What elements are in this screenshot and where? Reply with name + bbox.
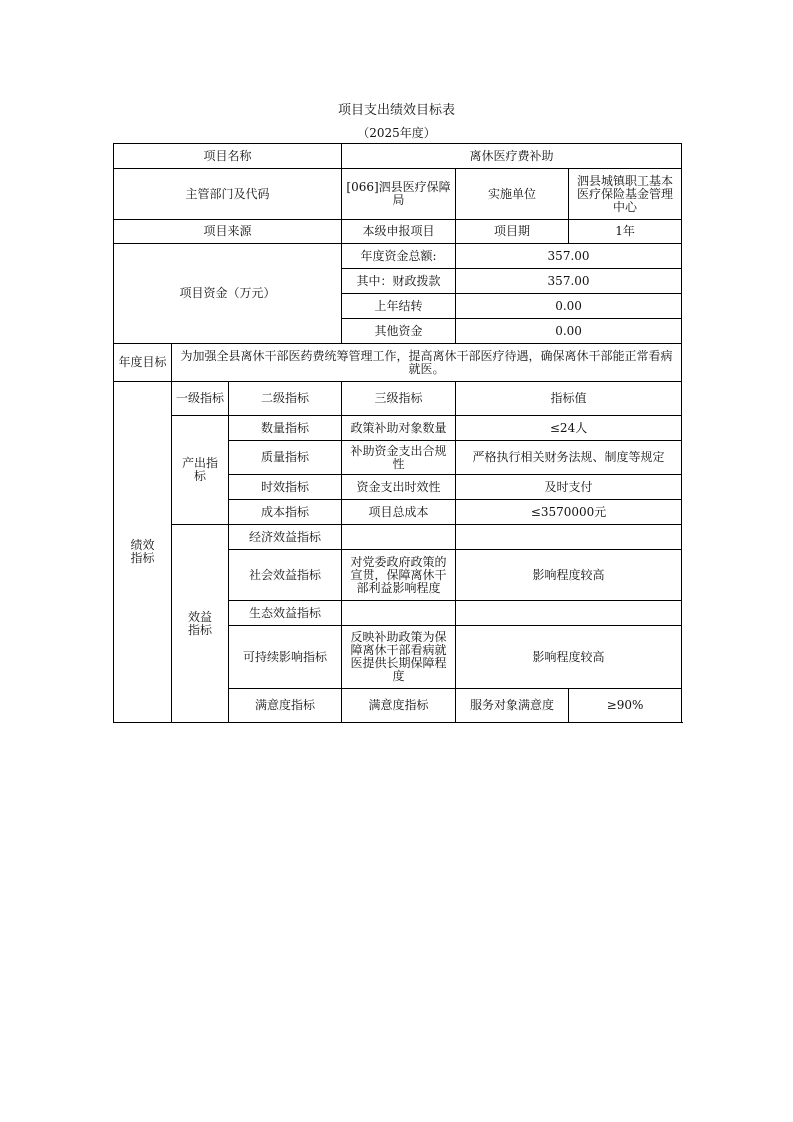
funds-row-label: 其他资金: [342, 319, 456, 344]
implementing-unit-value: 泗县城镇职工基本医疗保险基金管理中心: [569, 169, 682, 220]
level2-indicator: 质量指标: [229, 441, 342, 475]
annual-goal-label: 年度目标: [114, 344, 172, 382]
indicator-value: 及时支付: [456, 475, 682, 500]
header-level1: 一级指标: [172, 382, 229, 416]
level3-indicator: 服务对象满意度: [456, 689, 569, 723]
level2-indicator: 成本指标: [229, 500, 342, 525]
header-value: 指标值: [456, 382, 682, 416]
project-source-label: 项目来源: [114, 220, 342, 244]
level3-indicator: 反映补助政策为保障离休干部看病就医提供长期保障程度: [342, 626, 456, 689]
indicator-value: ≤3570000元: [456, 500, 682, 525]
indicator-value: 影响程度较高: [456, 626, 682, 689]
row-output-quantity: [114, 416, 682, 441]
performance-target-table: [113, 143, 682, 723]
level2-indicator: 可持续影响指标: [229, 626, 342, 689]
level3-indicator: 项目总成本: [342, 500, 456, 525]
department-value: [066]泗县医疗保障局: [342, 169, 456, 220]
indicator-value: 影响程度较高: [456, 550, 682, 601]
level3-indicator: 资金支出时效性: [342, 475, 456, 500]
level2-indicator: 数量指标: [229, 416, 342, 441]
indicator-value: ≥90%: [569, 689, 682, 723]
level2-indicator: 生态效益指标: [229, 601, 342, 626]
row-department: [114, 169, 682, 220]
level3-indicator: [342, 601, 456, 626]
indicator-value: [456, 525, 682, 550]
level2-indicator: 社会效益指标: [229, 550, 342, 601]
implementing-unit-label: 实施单位: [456, 169, 569, 220]
document-year: （2025年度）: [357, 126, 436, 140]
level3-indicator: 对党委政府政策的宣贯，保障离休干部利益影响程度: [342, 550, 456, 601]
satisfaction-indicators-label: 满意度指标: [229, 689, 342, 723]
funds-row-value: 0.00: [456, 319, 682, 344]
document-title: 项目支出绩效目标表: [337, 103, 455, 118]
output-indicators-label: 产出指标: [172, 416, 229, 525]
performance-indicators-label: 绩效指标: [114, 382, 172, 723]
project-name-label: 项目名称: [114, 144, 342, 169]
level3-indicator: 政策补助对象数量: [342, 416, 456, 441]
funds-row-value: 357.00: [456, 269, 682, 294]
level2-indicator: 满意度指标: [342, 689, 456, 723]
row-source: [114, 220, 682, 244]
row-benefit-economic: [114, 525, 682, 550]
header-level3: 三级指标: [342, 382, 456, 416]
level3-indicator: [342, 525, 456, 550]
funds-row-label: 上年结转: [342, 294, 456, 319]
header-level2: 二级指标: [229, 382, 342, 416]
indicator-value: 严格执行相关财务法规、制度等规定: [456, 441, 682, 475]
project-period-value: 1年: [569, 220, 682, 244]
level2-indicator: 经济效益指标: [229, 525, 342, 550]
row-project-name: [114, 144, 682, 169]
funds-row-value: 0.00: [456, 294, 682, 319]
indicator-value: ≤24人: [456, 416, 682, 441]
row-annual-goal: [114, 344, 682, 382]
annual-goal-text: 为加强全县离休干部医药费统筹管理工作，提高离休干部医疗待遇，确保离休干部能正常看病就医。: [172, 344, 682, 382]
funds-label: 项目资金（万元）: [114, 244, 342, 344]
funds-row-label: 其中：财政拨款: [342, 269, 456, 294]
row-funds-total: [114, 244, 682, 269]
project-source-value: 本级申报项目: [342, 220, 456, 244]
row-indicator-header: [114, 382, 682, 416]
project-period-label: 项目期: [456, 220, 569, 244]
level2-indicator: 时效指标: [229, 475, 342, 500]
project-name-value: 离休医疗费补助: [342, 144, 682, 169]
funds-row-label: 年度资金总额:: [342, 244, 456, 269]
benefit-indicators-label: 效益指标: [172, 525, 229, 723]
indicator-value: [456, 601, 682, 626]
level3-indicator: 补助资金支出合规性: [342, 441, 456, 475]
funds-row-value: 357.00: [456, 244, 682, 269]
department-label: 主管部门及代码: [114, 169, 342, 220]
